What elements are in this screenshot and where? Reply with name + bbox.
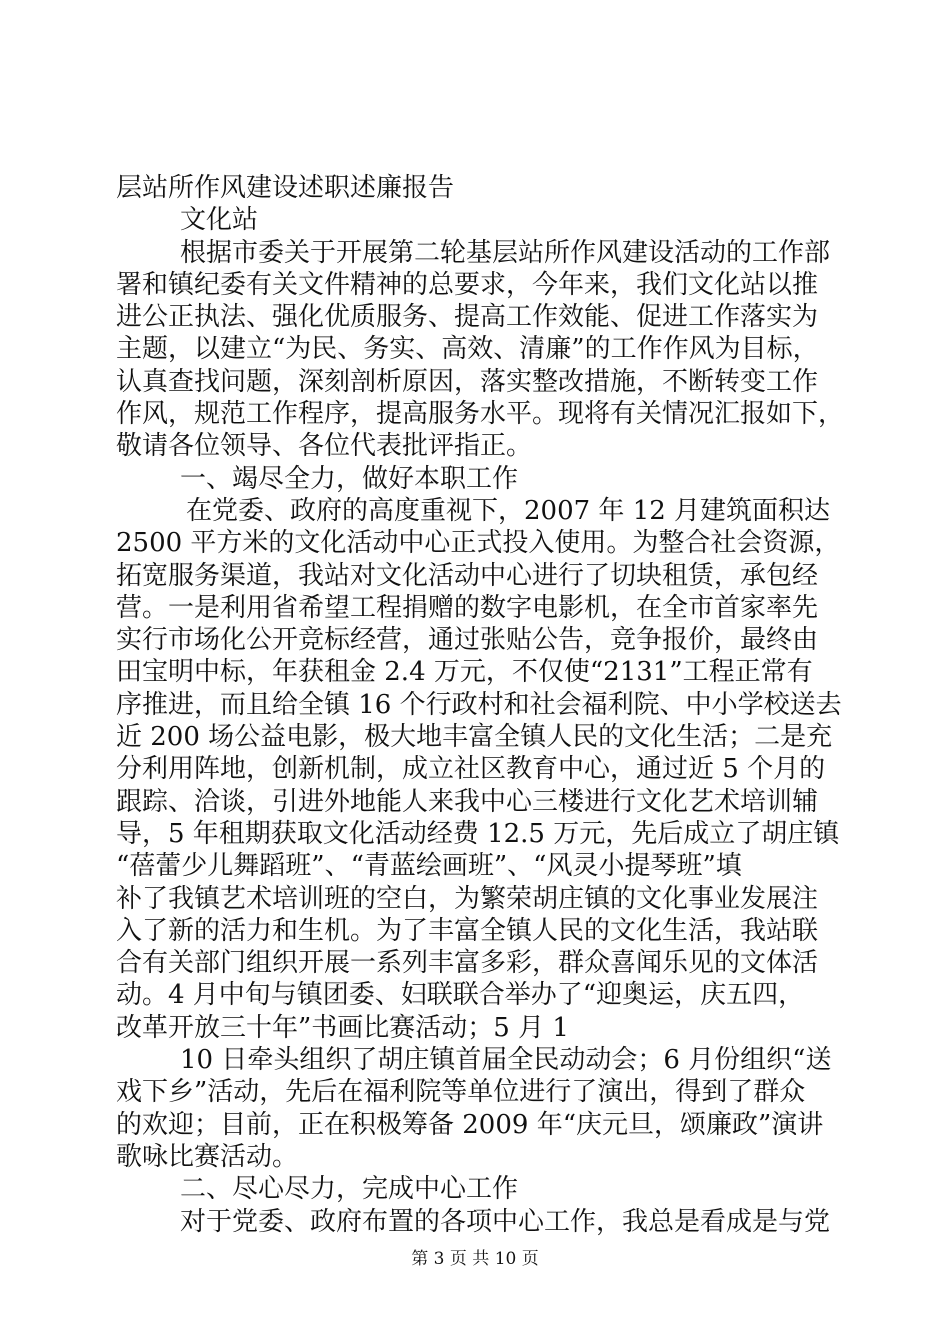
page-number-footer: 第 3 页 共 10 页 xyxy=(411,1249,539,1269)
text-line: 戏下乡”活动，先后在福利院等单位进行了演出，得到了群众 xyxy=(116,1077,806,1108)
text-line: 合有关部门组织开展一系列丰富多彩，群众喜闻乐见的文体活 xyxy=(116,948,819,979)
text-line: 近 200 场公益电影，极大地丰富全镇人民的文化生活；二是充 xyxy=(116,722,833,753)
text-line: 歌咏比赛活动。 xyxy=(116,1141,299,1172)
text-line: 动。4 月中旬与镇团委、妇联联合举办了“迎奥运，庆五四， xyxy=(116,980,805,1011)
text-line: 进公正执法、强化优质服务、提高工作效能、促进工作落实为 xyxy=(116,302,819,333)
text-line: 分利用阵地，创新机制，成立社区教育中心，通过近 5 个月的 xyxy=(116,754,826,785)
text-line: 导，5 年租期获取文化活动经费 12.5 万元，先后成立了胡庄镇 xyxy=(116,818,840,849)
text-line: 跟踪、洽谈，引进外地能人来我中心三楼进行文化艺术培训辅 xyxy=(116,786,819,817)
text-line: 根据市委关于开展第二轮基层站所作风建设活动的工作部 xyxy=(180,237,831,268)
text-line: 敬请各位领导、各位代表批评指正。 xyxy=(116,431,533,462)
text-line: 层站所作风建设述职述廉报告 xyxy=(116,173,455,203)
text-line: “蓓蕾少儿舞蹈班”、“青蓝绘画班”、“风灵小提琴班”填 xyxy=(116,851,742,882)
text-line: 补了我镇艺术培训班的空白，为繁荣胡庄镇的文化事业发展注 xyxy=(116,883,819,914)
text-line: 改革开放三十年”书画比赛活动；5 月 1 xyxy=(116,1012,569,1043)
text-line: 作风，规范工作程序，提高服务水平。现将有关情况汇报如下， xyxy=(116,399,845,430)
text-line: 序推进，而且给全镇 16 个行政村和社会福利院、中小学校送去 xyxy=(116,689,842,720)
text-line: 实行市场化公开竞标经营，通过张贴公告，竞争报价，最终由 xyxy=(116,625,819,656)
text-line: 署和镇纪委有关文件精神的总要求，今年来，我们文化站以推 xyxy=(116,269,819,300)
text-line: 的欢迎；目前，正在积极筹备 2009 年“庆元旦，颂廉政”演讲 xyxy=(116,1109,824,1140)
text-line: 田宝明中标，年获租金 2.4 万元，不仅使“2131”工程正常有 xyxy=(116,657,813,688)
section-heading: 一、竭尽全力，做好本职工作 xyxy=(180,463,519,494)
section-heading: 二、尽心尽力，完成中心工作 xyxy=(180,1174,519,1205)
text-line: 入了新的活力和生机。为了丰富全镇人民的文化生活，我站联 xyxy=(116,915,819,946)
text-line: 拓宽服务渠道，我站对文化活动中心进行了切块租赁，承包经 xyxy=(116,560,819,591)
text-line: 2500 平方米的文化活动中心正式投入使用。为整合社会资源， xyxy=(116,528,841,559)
text-line: 文化站 xyxy=(180,205,259,236)
text-line: 认真查找问题，深刻剖析原因，落实整改措施，不断转变工作 xyxy=(116,366,819,397)
text-line: 对于党委、政府布置的各项中心工作，我总是看成是与党 xyxy=(180,1206,831,1237)
text-line: 10 日牵头组织了胡庄镇首届全民动动会；6 月份组织“送 xyxy=(180,1045,832,1076)
text-line: 主题，以建立“为民、务实、高效、清廉”的工作作风为目标， xyxy=(116,334,819,365)
text-line: 营。一是利用省希望工程捐赠的数字电影机，在全市首家率先 xyxy=(116,592,819,623)
text-line: 在党委、政府的高度重视下，2007 年 12 月建筑面积达 xyxy=(186,495,831,526)
document-body xyxy=(116,172,850,1238)
